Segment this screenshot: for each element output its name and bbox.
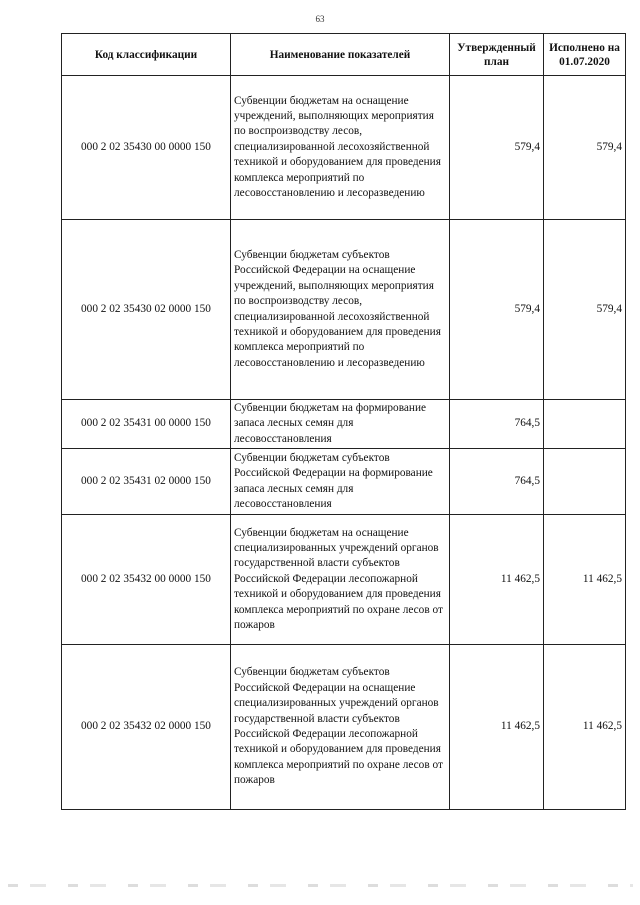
header-code: Код классификации [62, 34, 231, 76]
row-code: 000 2 02 35432 00 0000 150 [62, 515, 231, 645]
budget-table [61, 33, 626, 810]
row-planned: 579,4 [450, 76, 544, 220]
row-planned: 579,4 [450, 220, 544, 400]
row-code: 000 2 02 35431 02 0000 150 [62, 449, 231, 515]
header-name: Наименование показателей [231, 34, 450, 76]
row-executed [544, 449, 626, 515]
table-row [62, 220, 626, 400]
row-name: Субвенции бюджетам на оснащение специализированных учреждений органов государственной власти субъектов Российской Федерации лесопожарной техникой и оборудованием для проведения комплекса мероприятий по охране лесов от пожаров [231, 515, 450, 645]
row-code: 000 2 02 35432 02 0000 150 [62, 645, 231, 810]
table-row [62, 76, 626, 220]
row-executed: 579,4 [544, 220, 626, 400]
row-planned: 764,5 [450, 449, 544, 515]
row-name: Субвенции бюджетам субъектов Российской Федерации на формирование запаса лесных семян для лесовосстановления [231, 449, 450, 515]
row-name: Субвенции бюджетам субъектов Российской Федерации на оснащение учреждений, выполняющих мероприятия по воспроизводству лесов, специализированной лесохозяйственной техникой и оборудованием для проведения комплекса мероприятий по лесовосстановлению и лесоразведению [231, 220, 450, 400]
row-code: 000 2 02 35430 02 0000 150 [62, 220, 231, 400]
row-executed: 11 462,5 [544, 645, 626, 810]
row-code: 000 2 02 35431 00 0000 150 [62, 400, 231, 449]
row-executed: 579,4 [544, 76, 626, 220]
row-planned: 764,5 [450, 400, 544, 449]
row-planned: 11 462,5 [450, 645, 544, 810]
header-executed: Исполнено на 01.07.2020 [544, 34, 626, 76]
row-code: 000 2 02 35430 00 0000 150 [62, 76, 231, 220]
table-row [62, 449, 626, 515]
row-name: Субвенции бюджетам на формирование запаса лесных семян для лесовосстановления [231, 400, 450, 449]
row-name: Субвенции бюджетам субъектов Российской Федерации на оснащение специализированных учреждений органов государственной власти субъектов Российской Федерации лесопожарной техникой и оборудованием для проведения комплекса мероприятий по охране лесов от пожаров [231, 645, 450, 810]
header-planned: Утвержденный план [450, 34, 544, 76]
row-executed: 11 462,5 [544, 515, 626, 645]
page-number: 63 [315, 14, 325, 24]
row-planned: 11 462,5 [450, 515, 544, 645]
table-row [62, 400, 626, 449]
table-row [62, 515, 626, 645]
scan-artifact-line [8, 884, 633, 887]
row-executed [544, 400, 626, 449]
table-header-row [62, 34, 626, 76]
table-row [62, 645, 626, 810]
row-name: Субвенции бюджетам на оснащение учреждений, выполняющих мероприятия по воспроизводству лесов, специализированной лесохозяйственной техникой и оборудованием для проведения комплекса мероприятий по лесовосстановлению и лесоразведению [231, 76, 450, 220]
